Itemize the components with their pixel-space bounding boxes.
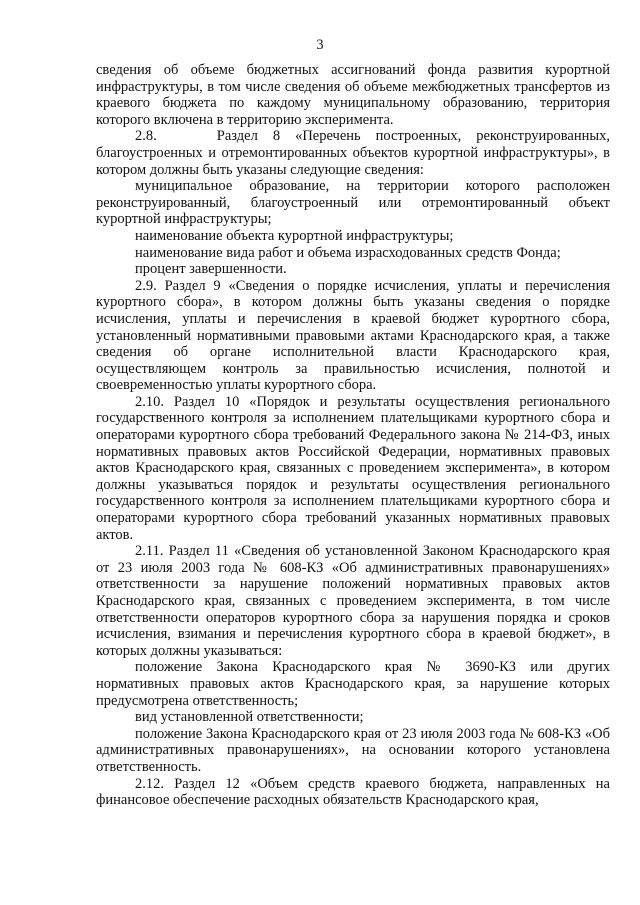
paragraph: наименование вида работ и объема израсходованных средств Фонда; [135, 244, 561, 261]
paragraph: 2.8. Раздел 8 «Перечень построенных, реконструированных, благоустроенных и отремонтированных объектов курортной инфраструктуры», в котором должны быть указаны следующие сведения: [96, 128, 610, 178]
paragraph: сведения об объеме бюджетных ассигнований фонда развития курортной инфраструктуры, в том числе сведения об объеме межбюджетных трансфертов из краевого бюджета по каждому муниципальному образованию, территория которого включена в территорию эксперимента. [96, 62, 610, 128]
page-number: 3 [316, 37, 324, 53]
paragraph: положение Закона Краснодарского края от 23 июля 2003 года № 608-КЗ «Об административных правонарушениях», на основании которого установлена ответственность. [96, 725, 610, 775]
paragraph: 2.11. Раздел 11 «Сведения об установленной Законом Краснодарского края от 23 июля 2003 года № 608-КЗ «Об административных правонарушениях» ответственности за нарушение положений нормативных правовых актов Краснодарского края, связанных с проведением эксперимента, в том числе ответственности операторов курортного сбора за нарушения порядка и сроков исчисления, взимания и перечисления курортного сбора в краевой бюджет», в которых должны указываться: [96, 543, 610, 659]
paragraph: 2.12. Раздел 12 «Объем средств краевого бюджета, направленных на финансовое обеспечение расходных обязательств Краснодарского края, [96, 775, 610, 809]
paragraph: процент завершенности. [135, 261, 287, 278]
paragraph: муниципальное образование, на территории которого расположен реконструированный, благоустроенный или отремонтированный объект курортной инфраструктуры; [96, 178, 610, 228]
paragraph: вид установленной ответственности; [135, 709, 364, 726]
paragraph: 2.10. Раздел 10 «Порядок и результаты осуществления регионального государственного контроля за исполнением плательщиками курортного сбора и операторами курортного сбора требований Федерального закона № 214-ФЗ, иных нормативных правовых актов Российской Федерации, нормативных правовых актов Краснодарского края, связанных с проведением эксперимента», в котором должны указываться порядок и результаты осуществления регионального государственного контроля за исполнением плательщиками курортного сбора и операторами курортного сбора требований указанных нормативных правовых актов. [96, 393, 610, 543]
paragraph: наименование объекта курортной инфраструктуры; [135, 227, 454, 244]
paragraph: положение Закона Краснодарского края № 3690-КЗ или других нормативных правовых актов Краснодарского края, за нарушение которых предусмотрена ответственность; [96, 659, 610, 709]
paragraph: 2.9. Раздел 9 «Сведения о порядке исчисления, уплаты и перечисления курортного сбора», в котором должны быть указаны сведения о порядке исчисления, уплаты и перечисления в краевой бюджет курортного сбора, установленный нормативными правовыми актами Краснодарского края, а также сведения об органе исполнительной власти Краснодарского края, осуществляющем контроль за правильностью исчисления, полнотой и своевременностью уплаты курортного сбора. [96, 277, 610, 394]
document-body [96, 62, 610, 809]
